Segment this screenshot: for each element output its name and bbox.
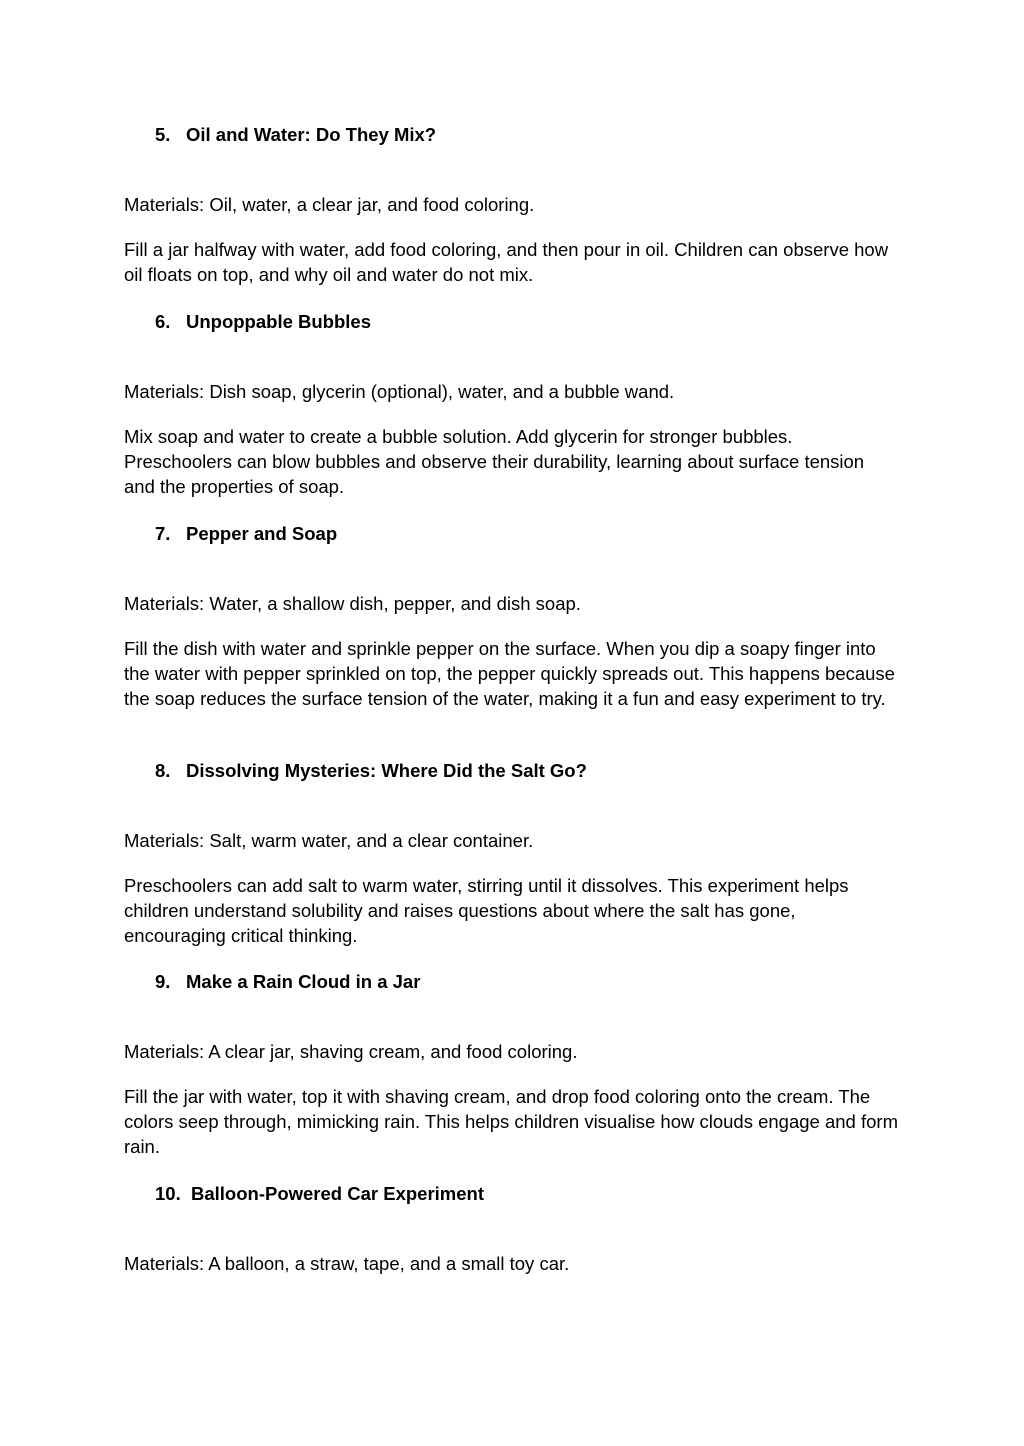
materials-line: Materials: A balloon, a straw, tape, and a small toy car. — [124, 1253, 570, 1274]
materials-line: Materials: Dish soap, glycerin (optional), water, and a bubble wand. — [124, 381, 675, 402]
section-body: Fill a jar halfway with water, add food coloring, and then pour in oil. Children can observe how oil floats on top, and why oil and water do not mix. — [124, 239, 889, 285]
list-number: 7. — [155, 523, 171, 544]
list-number: 5. — [155, 124, 171, 145]
list-number: 6. — [155, 311, 171, 332]
list-number: 10. — [155, 1183, 181, 1204]
section-title: Balloon-Powered Car Experiment — [191, 1183, 484, 1204]
section-heading — [124, 758, 900, 783]
materials-line: Materials: A clear jar, shaving cream, and food coloring. — [124, 1041, 578, 1062]
section-body: Preschoolers can add salt to warm water, stirring until it dissolves. This experiment helps children understand solubility and raises questions about where the salt has gone, encouraging critical thinking. — [124, 875, 849, 946]
section-heading — [124, 969, 900, 994]
list-number: 8. — [155, 760, 171, 781]
materials-line: Materials: Water, a shallow dish, pepper, and dish soap. — [124, 593, 581, 614]
experiment-section-6 — [124, 309, 900, 499]
section-body: Fill the dish with water and sprinkle pepper on the surface. When you dip a soapy finger into the water with pepper sprinkled on top, the pepper quickly spreads out. This happens because the soap reduces the surface tension of the water, making it a fun and easy experiment to try. — [124, 638, 895, 709]
experiment-section-10 — [124, 1181, 900, 1276]
section-title: Oil and Water: Do They Mix? — [186, 124, 437, 145]
section-heading — [124, 521, 900, 546]
section-title: Dissolving Mysteries: Where Did the Salt Go? — [186, 760, 587, 781]
section-title: Make a Rain Cloud in a Jar — [186, 971, 421, 992]
list-number: 9. — [155, 971, 171, 992]
section-heading — [124, 309, 900, 334]
section-title: Pepper and Soap — [186, 523, 338, 544]
section-title: Unpoppable Bubbles — [186, 311, 371, 332]
materials-line: Materials: Oil, water, a clear jar, and food coloring. — [124, 194, 535, 215]
experiment-section-9 — [124, 969, 900, 1159]
section-heading — [124, 122, 900, 147]
experiment-section-8 — [124, 758, 900, 948]
section-body: Mix soap and water to create a bubble solution. Add glycerin for stronger bubbles. Preschoolers can blow bubbles and observe their durability, learning about surface tension and the properties of soap. — [124, 426, 865, 497]
section-heading — [124, 1181, 900, 1206]
experiment-section-5 — [124, 122, 900, 287]
experiment-section-7 — [124, 521, 900, 711]
section-body: Fill the jar with water, top it with shaving cream, and drop food coloring onto the cream. The colors seep through, mimicking rain. This helps children visualise how clouds engage and form rain. — [124, 1086, 898, 1157]
materials-line: Materials: Salt, warm water, and a clear container. — [124, 830, 534, 851]
